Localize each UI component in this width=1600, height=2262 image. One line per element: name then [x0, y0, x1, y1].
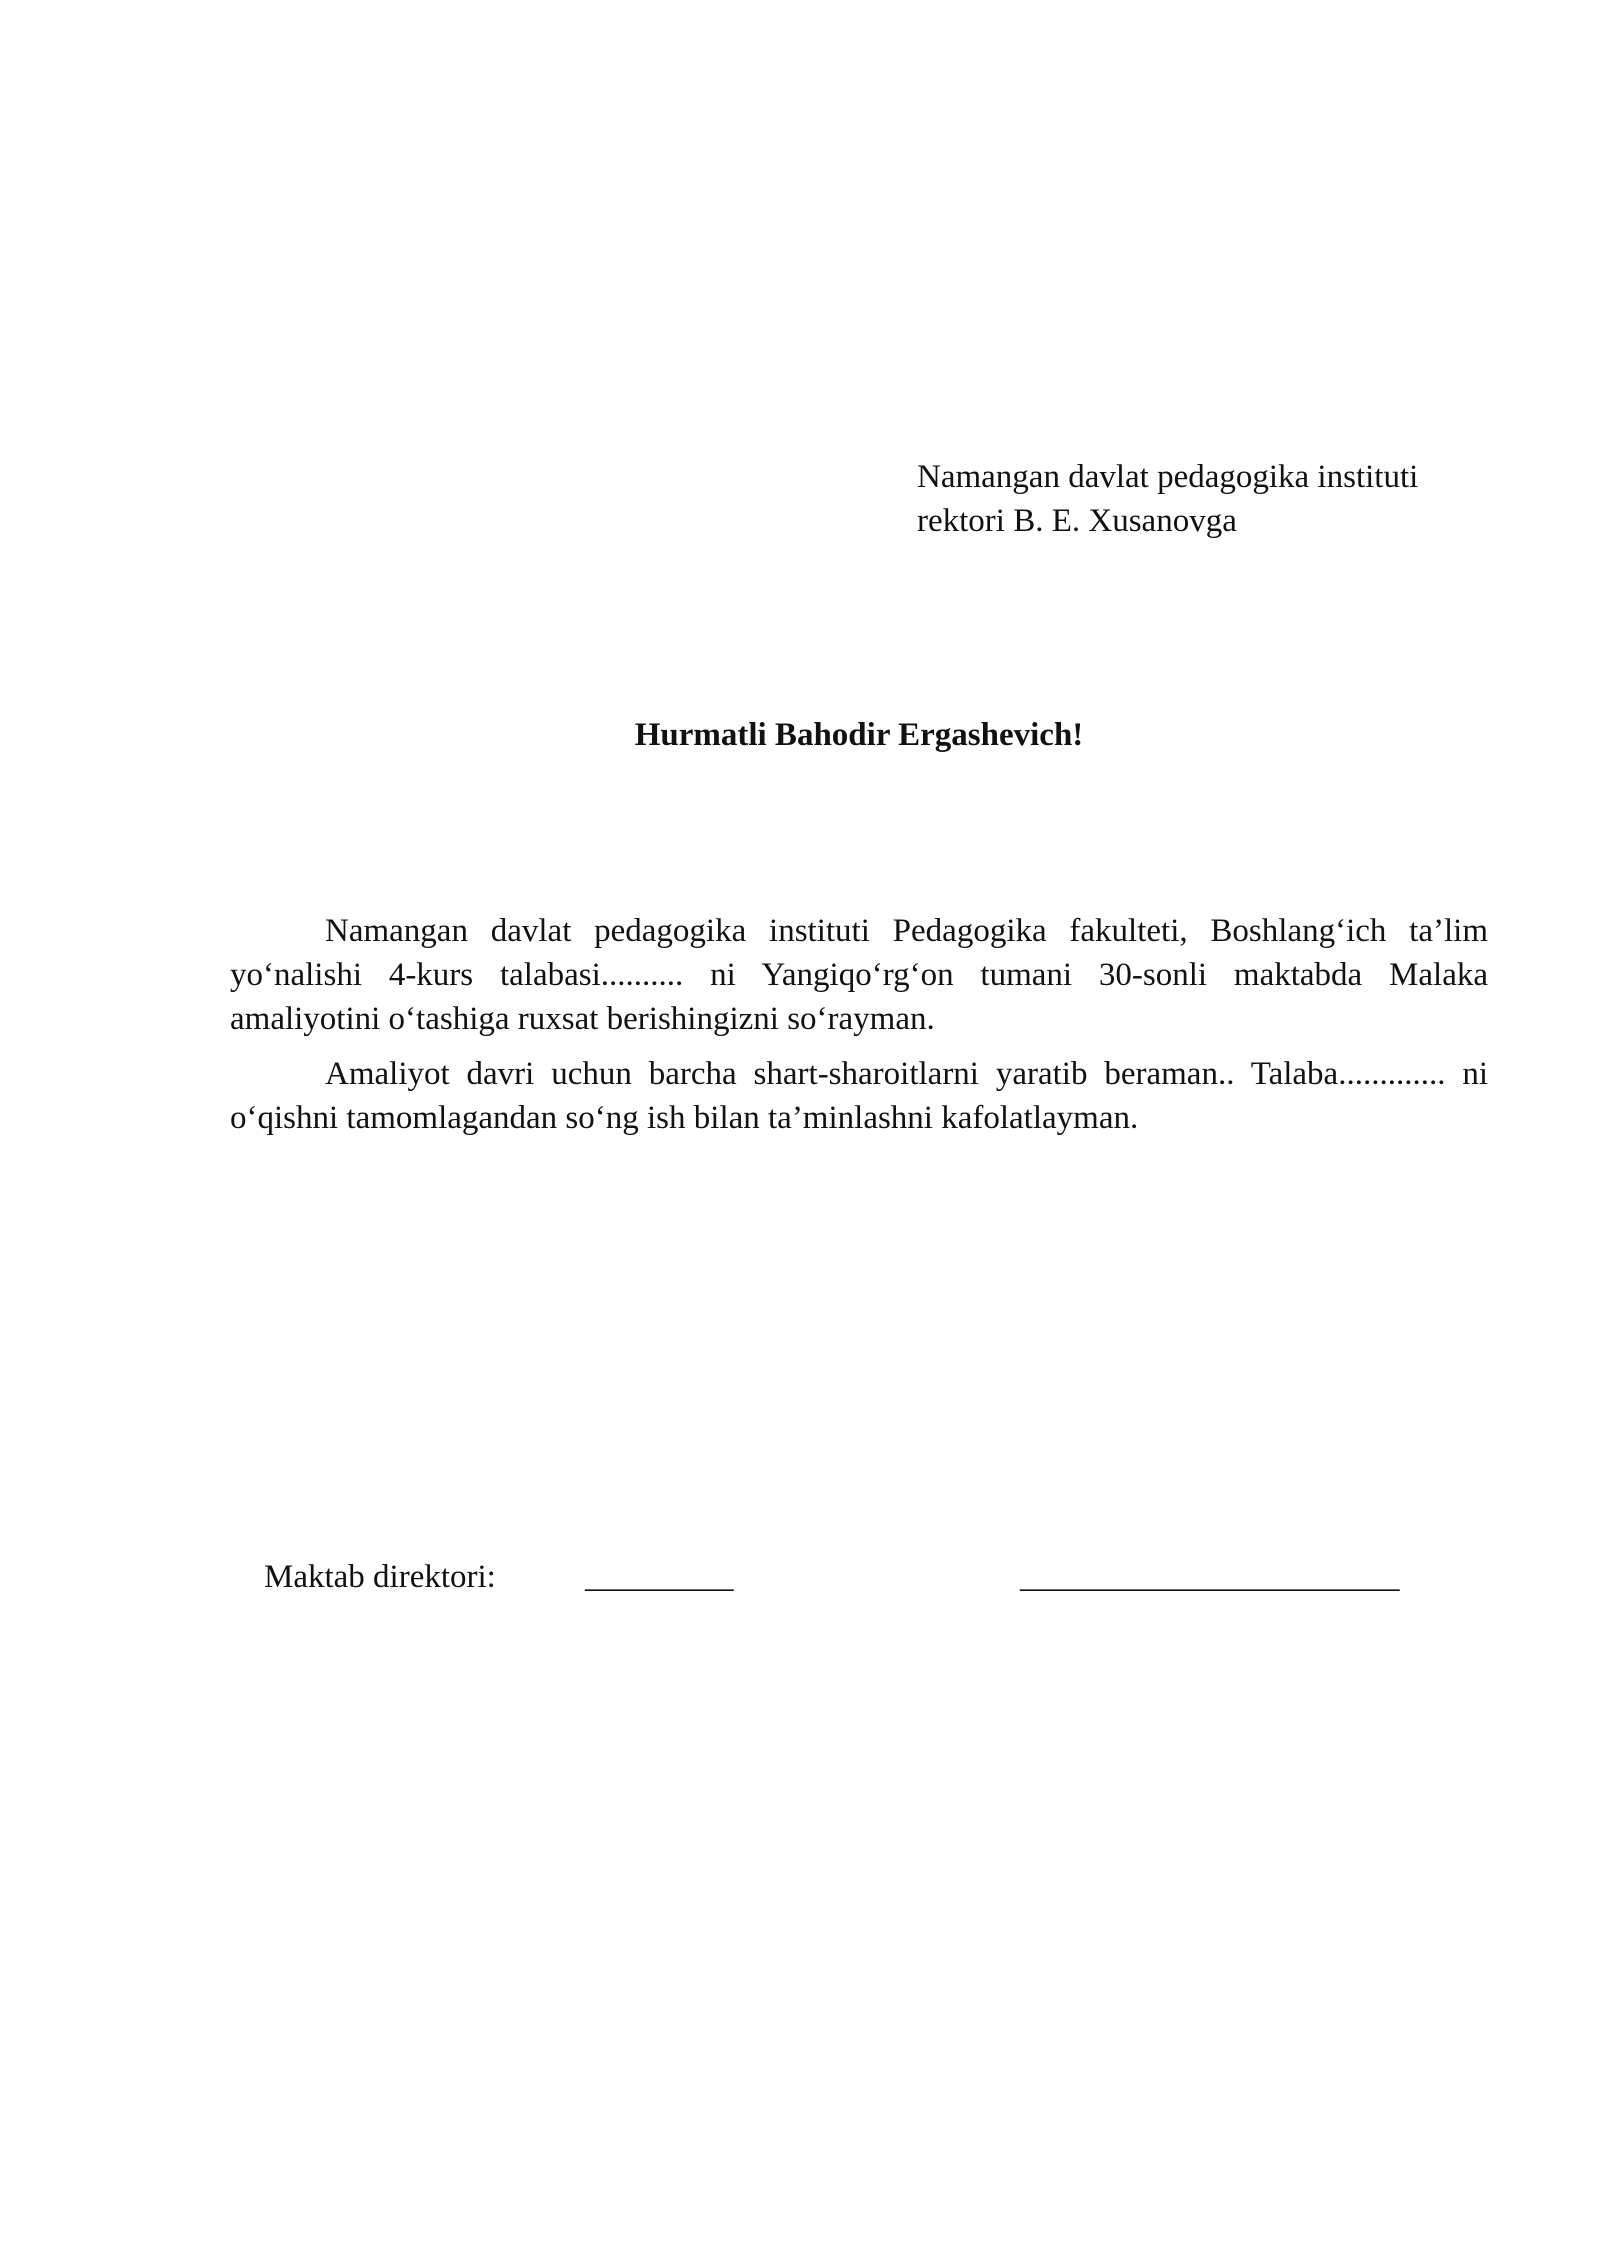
signature-line-long: _______________________: [1020, 1559, 1400, 1595]
body-paragraph-1: Namangan davlat pedagogika instituti Pedagogika fakulteti, Boshlang‘ich ta’lim yo‘nalishi 4-kurs talabasi.......... ni Yangiqo‘rg‘on tumani 30-sonli maktabda Malaka amaliyotini o‘tashiga ruxsat berishingizni so‘rayman.: [230, 913, 1488, 1037]
body-paragraph-2: Amaliyot davri uchun barcha shart-sharoitlarni yaratib beraman.. Talaba............. ni o‘qishni tamomlagandan so‘ng ish bilan ta’minlashni kafolatlayman.: [230, 1056, 1488, 1136]
addressee-line-1: Namangan davlat pedagogika instituti: [917, 459, 1419, 495]
signature-line-short: _________: [585, 1559, 734, 1595]
salutation-heading: Hurmatli Bahodir Ergashevich!: [634, 717, 1084, 753]
letter-body: [230, 909, 1488, 1151]
addressee-line-2: rektori B. E. Xusanovga: [917, 503, 1237, 539]
addressee-block: [917, 455, 1418, 543]
signature-label: Maktab direktori:: [264, 1559, 496, 1595]
